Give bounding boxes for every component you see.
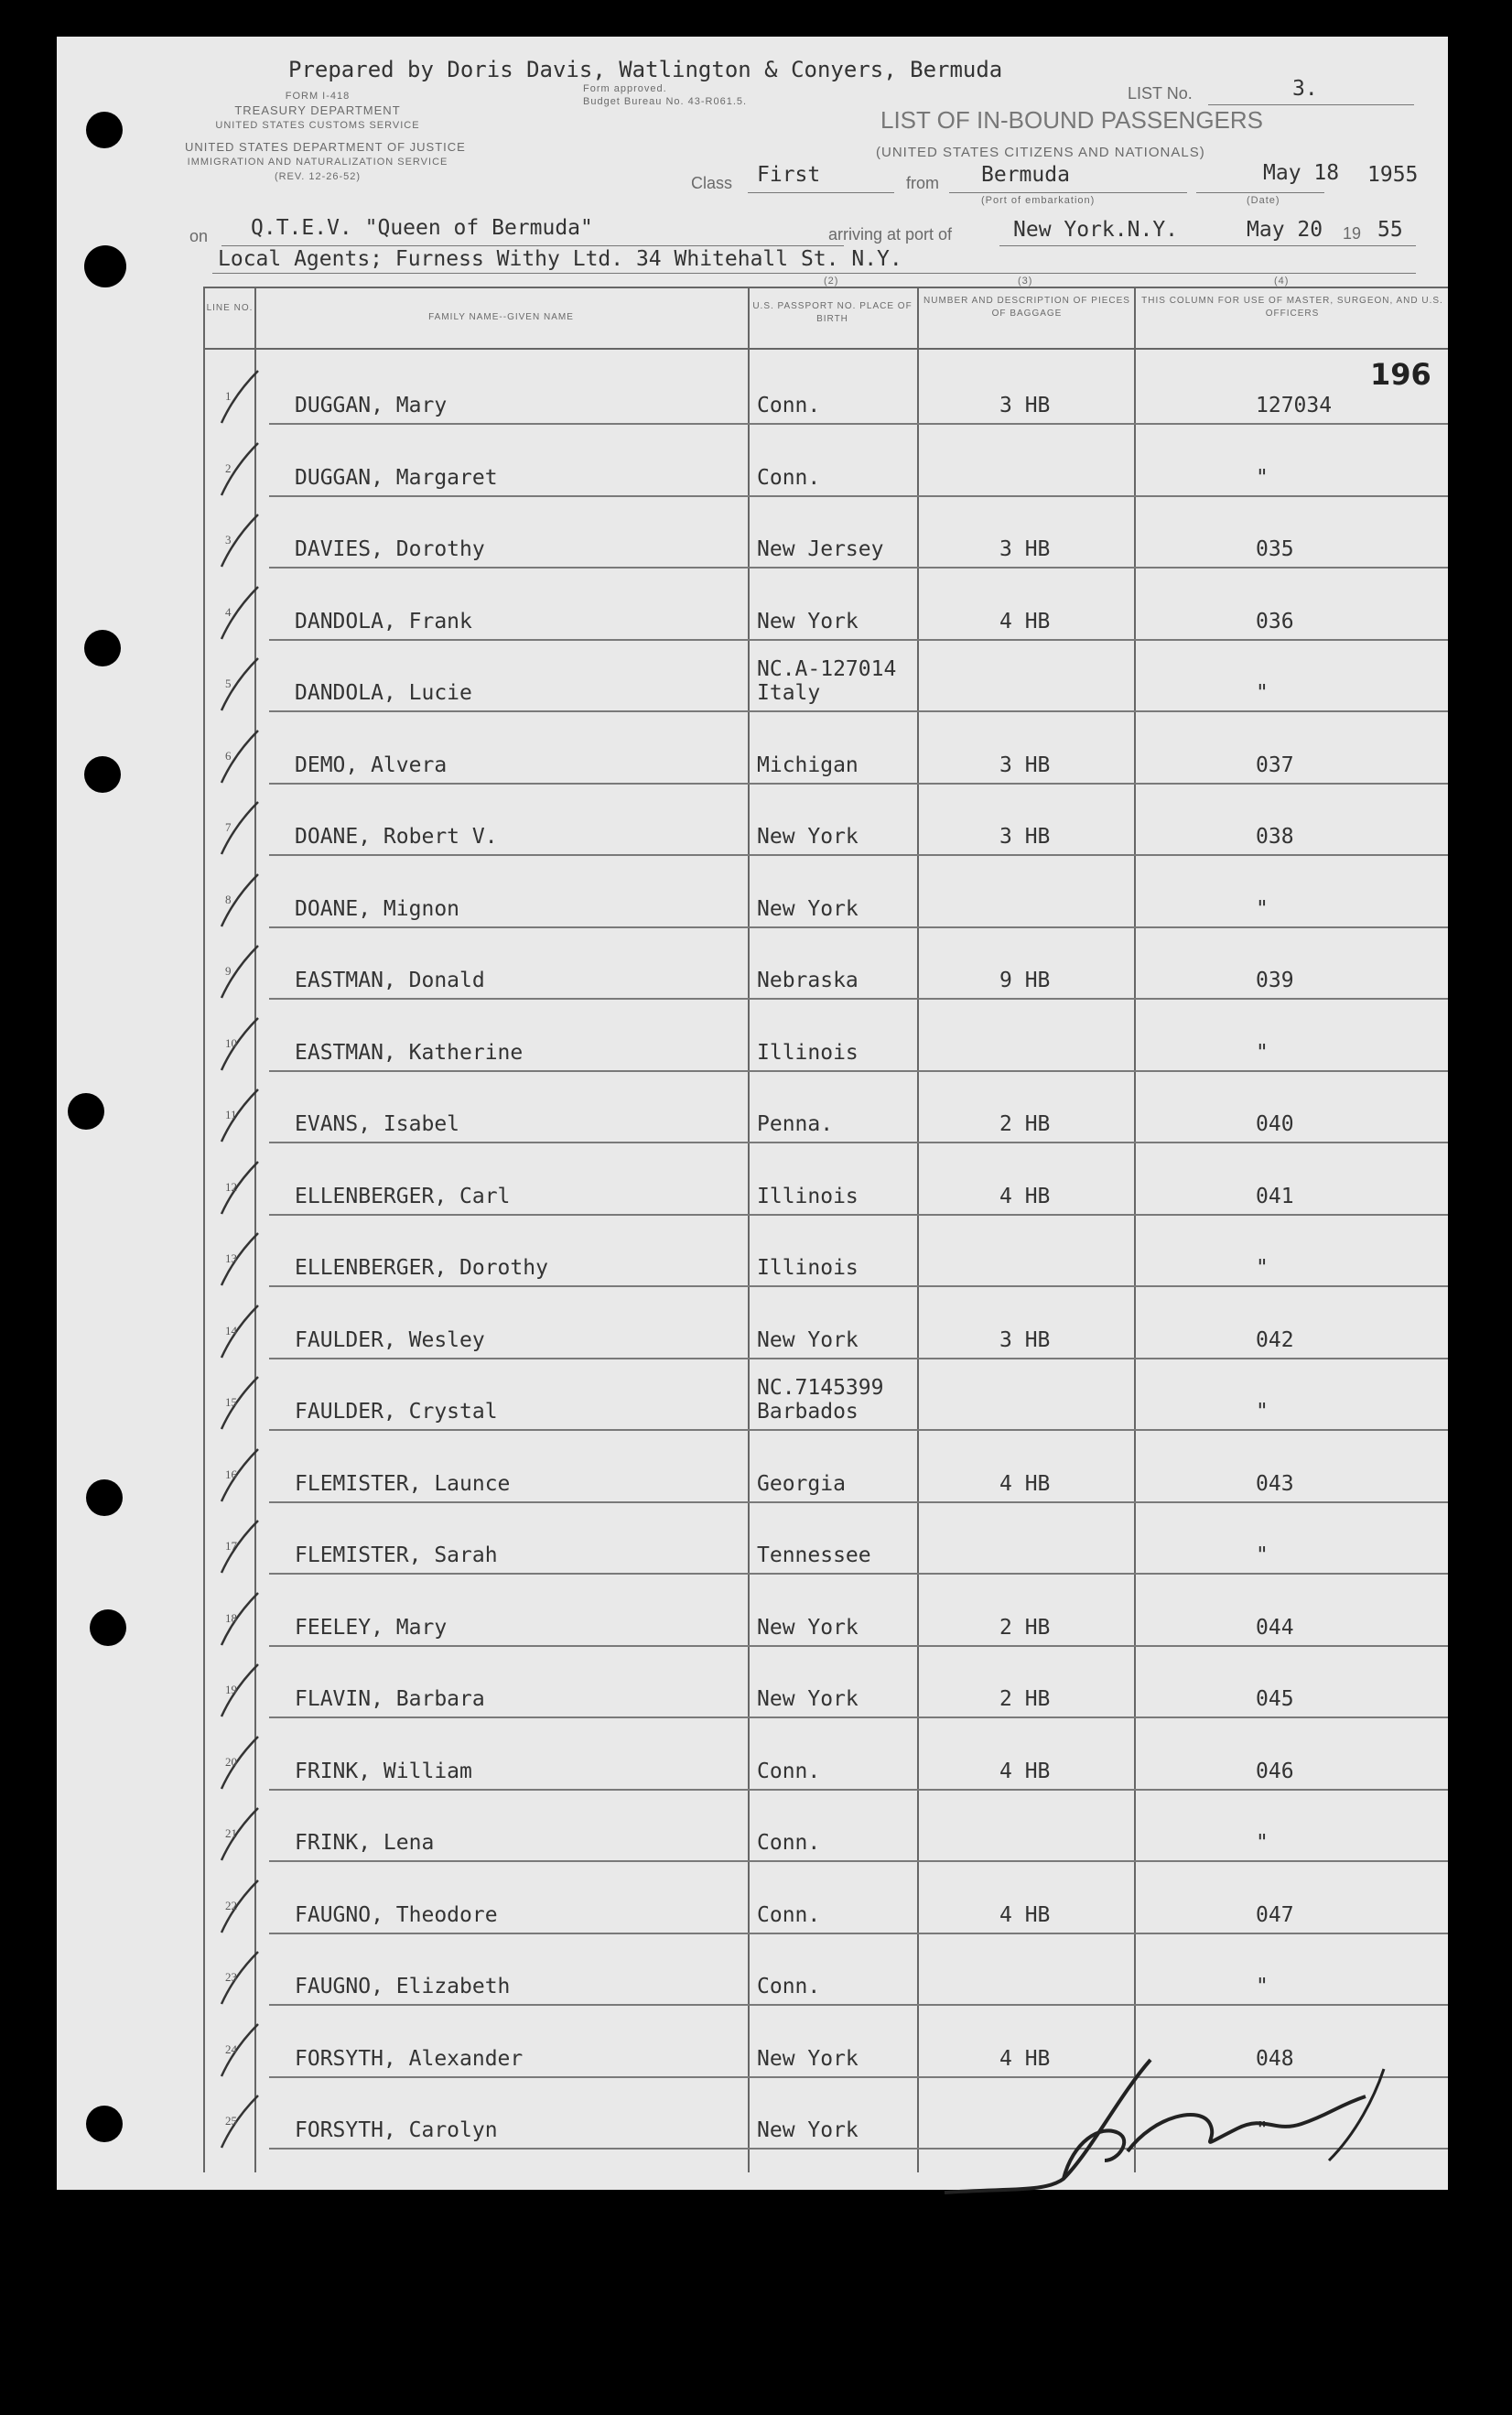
baggage-count: 3 HB: [999, 394, 1051, 417]
vessel-name: Q.T.E.V. "Queen of Bermuda": [251, 216, 593, 240]
form-number: FORM I-418: [285, 91, 351, 102]
table-row: [57, 1575, 1448, 1647]
passport-birthplace-cell: [757, 1328, 859, 1352]
officer-number: ": [1256, 1975, 1269, 1998]
officer-signature: [935, 2041, 1430, 2197]
date-year: 1955: [1367, 163, 1419, 187]
revision-date: (REV. 12-26-52): [274, 171, 362, 182]
baggage-count: 4 HB: [999, 609, 1051, 634]
officer-number: 044: [1256, 1615, 1294, 1640]
passenger-name: DOANE, Robert V.: [295, 825, 498, 849]
passport-birthplace-cell: [757, 2047, 859, 2071]
birthplace: Conn.: [757, 1902, 821, 1927]
arrival-19: 19: [1343, 224, 1362, 243]
col-name: FAMILY NAME--GIVEN NAME: [428, 312, 574, 322]
table-row: [57, 352, 1448, 425]
passenger-name: FRINK, William: [295, 1759, 472, 1783]
passenger-name: ELLENBERGER, Dorothy: [295, 1256, 548, 1280]
officer-number: ": [1256, 896, 1269, 921]
check-mark-icon: [212, 582, 267, 646]
table-row: [57, 1646, 1448, 1718]
passport-birthplace-cell: [757, 537, 883, 561]
line-number: 7: [225, 820, 232, 834]
line-number: 8: [225, 892, 232, 906]
passenger-name: EASTMAN, Donald: [295, 969, 485, 992]
birthplace: New York: [757, 896, 859, 921]
passenger-name: FAULDER, Wesley: [295, 1327, 485, 1352]
binder-hole: [86, 112, 123, 148]
binder-hole: [84, 756, 121, 793]
col-line-no: LINE NO.: [206, 303, 254, 313]
line-number: 1: [225, 389, 232, 403]
on-label: on: [189, 227, 209, 245]
birthplace: Penna.: [757, 1112, 834, 1136]
caption-2: (2): [824, 276, 839, 287]
line-number: 2: [225, 460, 232, 475]
officer-number: ": [1256, 1256, 1269, 1280]
passport-birthplace-cell: [757, 1687, 859, 1711]
line-number: 10: [225, 1035, 237, 1050]
officer-number: ": [1256, 2118, 1269, 2142]
col-baggage: NUMBER AND DESCRIPTION OF PIECES OF BAGGAGE: [923, 296, 1130, 319]
justice-dept: UNITED STATES DEPARTMENT OF JUSTICE: [185, 140, 466, 154]
passenger-name: DUGGAN, Margaret: [295, 465, 498, 490]
check-mark-icon: [212, 2091, 267, 2155]
table-row: [57, 1215, 1448, 1287]
check-mark-icon: [212, 654, 267, 718]
caption-3: (3): [1018, 276, 1033, 287]
officer-number: 127034: [1256, 394, 1333, 417]
line-number: 12: [225, 1179, 237, 1194]
binder-hole: [84, 245, 126, 287]
passenger-name: FLEMISTER, Launce: [295, 1471, 511, 1496]
check-mark-icon: [212, 797, 267, 861]
baggage-count: 4 HB: [999, 1471, 1051, 1496]
passenger-name: DAVIES, Dorothy: [295, 537, 485, 561]
birthplace: New York: [757, 1687, 859, 1711]
passenger-name: FORSYTH, Alexander: [295, 2046, 524, 2071]
birthplace: Nebraska: [757, 969, 859, 992]
table-row: [57, 425, 1448, 497]
baggage-count: 3 HB: [999, 753, 1051, 777]
passenger-name: FAUGNO, Theodore: [295, 1902, 498, 1927]
passport-birthplace-cell: [757, 1975, 820, 1998]
passport-birthplace-cell: [757, 969, 859, 992]
col-passport: U.S. PASSPORT NO. PLACE OF BIRTH: [752, 301, 913, 324]
table-row: [57, 1287, 1448, 1359]
table-row: [57, 1933, 1448, 2006]
treasury-dept: TREASURY DEPARTMENT: [234, 103, 401, 117]
passenger-name: DANDOLA, Frank: [295, 609, 472, 634]
birthplace: New York: [757, 2118, 859, 2142]
birthplace: Italy: [757, 681, 821, 705]
line-number: 11: [225, 1108, 237, 1121]
passenger-name: DANDOLA, Lucie: [295, 681, 472, 705]
officer-number: 046: [1256, 1759, 1294, 1783]
line-number: 4: [225, 604, 232, 619]
check-mark-icon: [212, 1229, 267, 1293]
baggage-count: 4 HB: [999, 1184, 1051, 1208]
passport-birthplace-cell: [757, 2118, 859, 2142]
line-number: 22: [225, 1898, 237, 1912]
officer-number: 035: [1256, 537, 1294, 561]
passport-birthplace-cell: [757, 825, 859, 849]
officer-number: ": [1256, 1040, 1269, 1065]
birthplace: Illinois: [757, 1040, 859, 1065]
arrival-port: New York.N.Y.: [1013, 218, 1179, 242]
passport-birthplace-cell: [757, 1185, 859, 1208]
officer-number: 038: [1256, 825, 1294, 849]
table-row: [57, 1718, 1448, 1791]
passenger-name: FLAVIN, Barbara: [295, 1687, 485, 1711]
line-number: 14: [225, 1323, 237, 1337]
passport-number: NC.A-127014: [757, 657, 897, 681]
check-mark-icon: [212, 1947, 267, 2011]
baggage-count: 4 HB: [999, 1759, 1051, 1783]
officer-number: 040: [1256, 1112, 1294, 1136]
check-mark-icon: [212, 510, 267, 574]
list-no-label: LIST No.: [1128, 84, 1193, 103]
passport-birthplace-cell: [757, 1903, 820, 1927]
baggage-count: 2 HB: [999, 1615, 1051, 1640]
caption-4: (4): [1274, 276, 1290, 287]
officer-number: 047: [1256, 1902, 1294, 1927]
line-number: 16: [225, 1467, 237, 1481]
passenger-name: DUGGAN, Mary: [295, 394, 448, 417]
officer-number: 043: [1256, 1471, 1294, 1496]
passenger-name: FEELEY, Mary: [295, 1615, 448, 1640]
form-approved: Form approved.: [583, 83, 667, 94]
class-value: First: [757, 163, 821, 187]
passport-birthplace-cell: [757, 1543, 871, 1567]
baggage-count: 9 HB: [999, 969, 1051, 992]
birthplace: New York: [757, 2046, 859, 2071]
passenger-name: EVANS, Isabel: [295, 1112, 460, 1136]
binder-hole: [86, 1479, 123, 1516]
check-mark-icon: [212, 870, 267, 934]
table-row: [57, 1862, 1448, 1934]
passport-birthplace-cell: [757, 897, 859, 921]
check-mark-icon: [212, 1301, 267, 1365]
officer-number: 048: [1256, 2046, 1294, 2071]
officer-number: 041: [1256, 1184, 1294, 1208]
table-row: [57, 927, 1448, 1000]
line-number: 18: [225, 1610, 237, 1625]
table-row: [57, 1071, 1448, 1143]
birthplace: Illinois: [757, 1256, 859, 1280]
line-number: 20: [225, 1754, 237, 1769]
arriving-label: arriving at port of: [828, 225, 953, 244]
check-mark-icon: [212, 941, 267, 1005]
passenger-name: FRINK, Lena: [295, 1831, 435, 1855]
passport-birthplace-cell: [757, 1112, 833, 1136]
baggage-count: 4 HB: [999, 2046, 1051, 2071]
officer-number: 036: [1256, 609, 1294, 634]
page-stamp-number: 196: [1370, 357, 1431, 392]
line-number: 5: [225, 677, 232, 690]
officer-number: 045: [1256, 1687, 1294, 1711]
passport-birthplace-cell: [757, 394, 820, 417]
officer-number: 039: [1256, 969, 1294, 992]
binder-hole: [90, 1609, 126, 1646]
line-number: 21: [225, 1826, 237, 1840]
passport-birthplace-cell: [757, 466, 820, 490]
binder-hole: [84, 630, 121, 666]
passenger-name: FAULDER, Crystal: [295, 1400, 498, 1424]
passport-birthplace-cell: [757, 1472, 846, 1496]
passport-birthplace-cell: [757, 610, 859, 634]
port-caption: (Port of embarkation): [981, 195, 1096, 206]
passport-birthplace-cell: [757, 1376, 883, 1424]
table-row: [57, 1431, 1448, 1503]
check-mark-icon: [212, 1085, 267, 1149]
table-row: [57, 496, 1448, 569]
check-mark-icon: [212, 1803, 267, 1868]
birthplace: Conn.: [757, 1831, 821, 1855]
birthplace: Conn.: [757, 1759, 821, 1783]
baggage-count: 3 HB: [999, 1327, 1051, 1352]
passport-birthplace-cell: [757, 1041, 859, 1065]
table-row: [57, 640, 1448, 712]
from-label: from: [906, 174, 939, 192]
check-mark-icon: [212, 726, 267, 790]
arrival-date: May 20: [1247, 218, 1323, 242]
birthplace: New York: [757, 609, 859, 634]
list-subtitle: (UNITED STATES CITIZENS AND NATIONALS): [876, 145, 1205, 160]
arrival-year: 55: [1377, 218, 1403, 242]
date-value: May 18: [1263, 161, 1340, 185]
table-row: [57, 856, 1448, 928]
passport-birthplace-cell: [757, 1831, 820, 1855]
line-number: 25: [225, 2114, 237, 2128]
birthplace: New York: [757, 1615, 859, 1640]
baggage-count: 3 HB: [999, 825, 1051, 849]
line-number: 3: [225, 533, 232, 547]
check-mark-icon: [212, 1372, 267, 1436]
birthplace: Conn.: [757, 1975, 821, 1998]
line-number: 13: [225, 1251, 237, 1265]
customs-service: UNITED STATES CUSTOMS SERVICE: [215, 120, 420, 131]
baggage-count: 2 HB: [999, 1687, 1051, 1711]
table-row: [57, 569, 1448, 641]
birthplace: Tennessee: [757, 1543, 871, 1567]
birthplace: New York: [757, 825, 859, 849]
passenger-name: ELLENBERGER, Carl: [295, 1184, 511, 1208]
birthplace: Michigan: [757, 753, 859, 777]
list-title: LIST OF IN-BOUND PASSENGERS: [880, 106, 1264, 134]
passenger-name: EASTMAN, Katherine: [295, 1040, 524, 1065]
passenger-name: FAUGNO, Elizabeth: [295, 1975, 511, 1998]
line-number: 23: [225, 1970, 237, 1984]
local-agents: Local Agents; Furness Withy Ltd. 34 Whitehall St. N.Y.: [218, 247, 902, 271]
col-officers: THIS COLUMN FOR USE OF MASTER, SURGEON, AND U.S. OFFICERS: [1141, 296, 1443, 319]
officer-number: ": [1256, 1831, 1269, 1855]
check-mark-icon: [212, 439, 267, 503]
immigration-service: IMMIGRATION AND NATURALIZATION SERVICE: [187, 157, 448, 168]
table-row: [57, 1143, 1448, 1216]
table-row: [57, 1000, 1448, 1072]
table-row: [57, 784, 1448, 856]
officer-number: 037: [1256, 753, 1294, 777]
passport-birthplace-cell: [757, 753, 859, 777]
check-mark-icon: [212, 1732, 267, 1796]
passenger-name: FORSYTH, Carolyn: [295, 2118, 498, 2142]
baggage-count: 4 HB: [999, 1902, 1051, 1927]
check-mark-icon: [212, 1445, 267, 1509]
passport-number: NC.7145399: [757, 1376, 884, 1400]
passenger-name: FLEMISTER, Sarah: [295, 1543, 498, 1567]
officer-number: ": [1256, 1400, 1269, 1424]
passport-birthplace-cell: [757, 1256, 859, 1280]
birthplace: Illinois: [757, 1184, 859, 1208]
passport-birthplace-cell: [757, 657, 896, 705]
table-row: [57, 1359, 1448, 1431]
from-value: Bermuda: [981, 163, 1070, 187]
check-mark-icon: [212, 1516, 267, 1580]
line-number: 19: [225, 1683, 237, 1696]
list-no-value: 3.: [1292, 77, 1318, 101]
birthplace: Barbados: [757, 1400, 859, 1424]
check-mark-icon: [212, 1013, 267, 1078]
passport-birthplace-cell: [757, 1760, 820, 1783]
check-mark-icon: [212, 2020, 267, 2084]
binder-hole: [68, 1093, 104, 1130]
line-number: 24: [225, 2041, 237, 2056]
birthplace: Conn.: [757, 394, 821, 417]
officer-number: ": [1256, 465, 1269, 490]
birthplace: Conn.: [757, 465, 821, 490]
budget-bureau: Budget Bureau No. 43-R061.5.: [583, 96, 748, 107]
manifest-page: [57, 37, 1448, 2190]
passenger-name: DEMO, Alvera: [295, 753, 448, 777]
table-row: [57, 712, 1448, 785]
check-mark-icon: [212, 1660, 267, 1724]
check-mark-icon: [212, 1157, 267, 1221]
binder-hole: [86, 2106, 123, 2142]
prepared-by-line: Prepared by Doris Davis, Watlington & Conyers, Bermuda: [288, 57, 1003, 82]
officer-number: ": [1256, 681, 1269, 705]
birthplace: Georgia: [757, 1471, 846, 1496]
line-number: 9: [225, 964, 232, 978]
passenger-name: DOANE, Mignon: [295, 896, 460, 921]
check-mark-icon: [212, 1588, 267, 1652]
line-number: 17: [225, 1539, 237, 1553]
birthplace: New Jersey: [757, 537, 884, 561]
baggage-count: 2 HB: [999, 1112, 1051, 1136]
baggage-count: 3 HB: [999, 537, 1051, 561]
passport-birthplace-cell: [757, 1616, 859, 1640]
check-mark-icon: [212, 1876, 267, 1940]
table-row: [57, 1790, 1448, 1862]
check-mark-icon: [212, 366, 267, 430]
line-number: 15: [225, 1395, 237, 1409]
line-number: 6: [225, 748, 232, 763]
class-label: Class: [691, 174, 733, 192]
officer-number: ": [1256, 1543, 1269, 1567]
date-caption: (Date): [1247, 195, 1280, 206]
officer-number: 042: [1256, 1327, 1294, 1352]
table-row: [57, 1502, 1448, 1575]
birthplace: New York: [757, 1327, 859, 1352]
